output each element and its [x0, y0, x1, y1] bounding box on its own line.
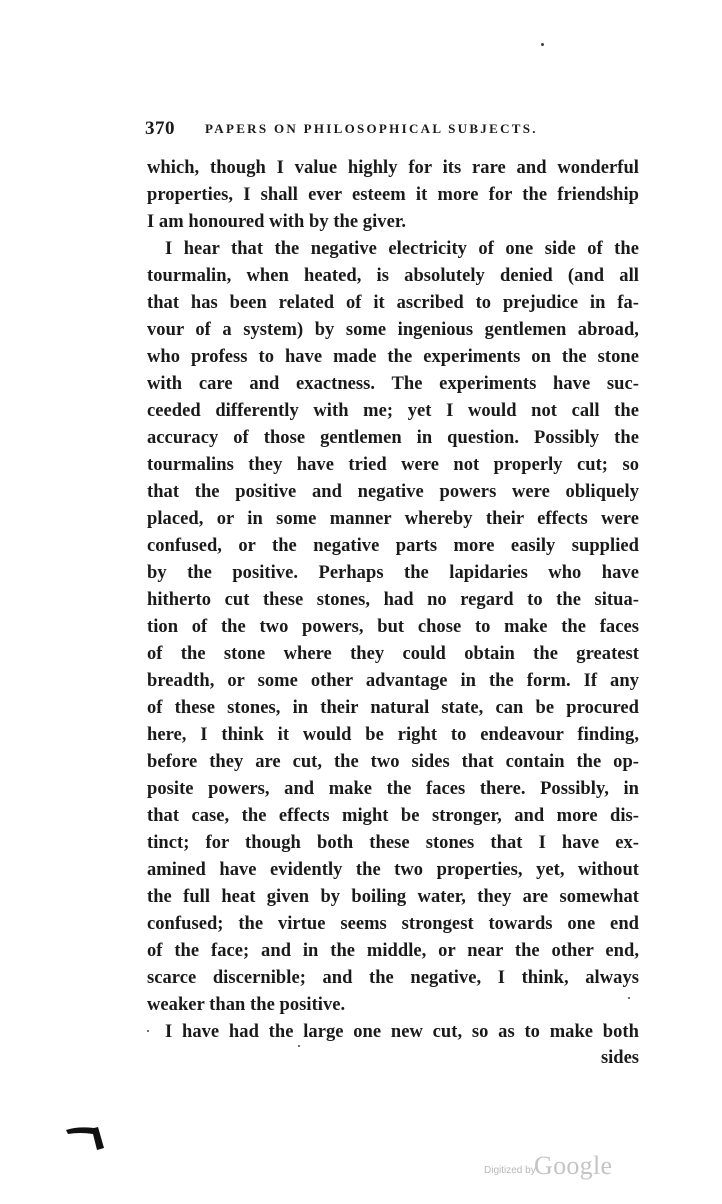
text-line: accuracy of those gentlemen in question. Possibly the — [147, 428, 639, 448]
body-text — [147, 155, 639, 1046]
digitized-by-label: Digitized by — [484, 1165, 536, 1176]
text-line: ceeded differently with me; yet I would not call the — [147, 401, 639, 421]
text-line: the full heat given by boiling water, they are somewhat — [147, 887, 639, 907]
text-line: I hear that the negative electricity of one side of the — [165, 239, 639, 259]
digitized-watermark — [484, 1151, 624, 1183]
text-line: that has been related of it ascribed to prejudice in fa- — [147, 293, 639, 313]
text-line: who profess to have made the experiments on the stone — [147, 347, 639, 367]
text-line: vour of a system) by some ingenious gentlemen abroad, — [147, 320, 639, 340]
text-line: by the positive. Perhaps the lapidaries who have — [147, 563, 639, 583]
catchword: sides — [600, 1048, 639, 1068]
google-logo: Google — [534, 1151, 613, 1180]
text-line: of these stones, in their natural state, can be procured — [147, 698, 639, 718]
text-line: confused; the virtue seems strongest towards one end — [147, 914, 639, 934]
text-line: before they are cut, the two sides that contain the op- — [147, 752, 639, 772]
text-line: breadth, or some other advantage in the form. If any — [147, 671, 639, 691]
ink-speck — [541, 43, 544, 46]
text-line: here, I think it would be right to endeavour finding, — [147, 725, 639, 745]
text-line: properties, I shall ever esteem it more for the friendship — [147, 185, 639, 205]
text-line: weaker than the positive. — [147, 995, 346, 1015]
text-line: of the stone where they could obtain the greatest — [147, 644, 639, 664]
text-line: I have had the large one new cut, so as to make both — [165, 1022, 639, 1042]
text-line: that the positive and negative powers were obliquely — [147, 482, 639, 502]
text-line: with care and exactness. The experiments have suc- — [147, 374, 639, 394]
text-line: tion of the two powers, but chose to make the faces — [147, 617, 639, 637]
text-line: tourmalin, when heated, is absolutely denied (and all — [147, 266, 639, 286]
text-line: posite powers, and make the faces there. Possibly, in — [147, 779, 639, 799]
text-line: placed, or in some manner whereby their effects were — [147, 509, 639, 529]
text-line: amined have evidently the two properties, yet, without — [147, 860, 639, 880]
text-line: hitherto cut these stones, had no regard to the situa- — [147, 590, 639, 610]
text-line: that case, the effects might be stronger, and more dis- — [147, 806, 639, 826]
text-line: tourmalins they have tried were not properly cut; so — [147, 455, 639, 475]
corner-ink-mark — [64, 1124, 108, 1154]
text-line: which, though I value highly for its rare and wonderful — [147, 158, 639, 178]
text-line: I am honoured with by the giver. — [147, 212, 407, 232]
page-header — [145, 118, 645, 142]
page-number: 370 — [145, 118, 175, 139]
text-line: tinct; for though both these stones that I have ex- — [147, 833, 639, 853]
text-line: of the face; and in the middle, or near the other end, — [147, 941, 639, 961]
text-line: confused, or the negative parts more easily supplied — [147, 536, 639, 556]
running-head: PAPERS ON PHILOSOPHICAL SUBJECTS. — [205, 121, 538, 136]
text-line: scarce discernible; and the negative, I think, always — [147, 968, 639, 988]
